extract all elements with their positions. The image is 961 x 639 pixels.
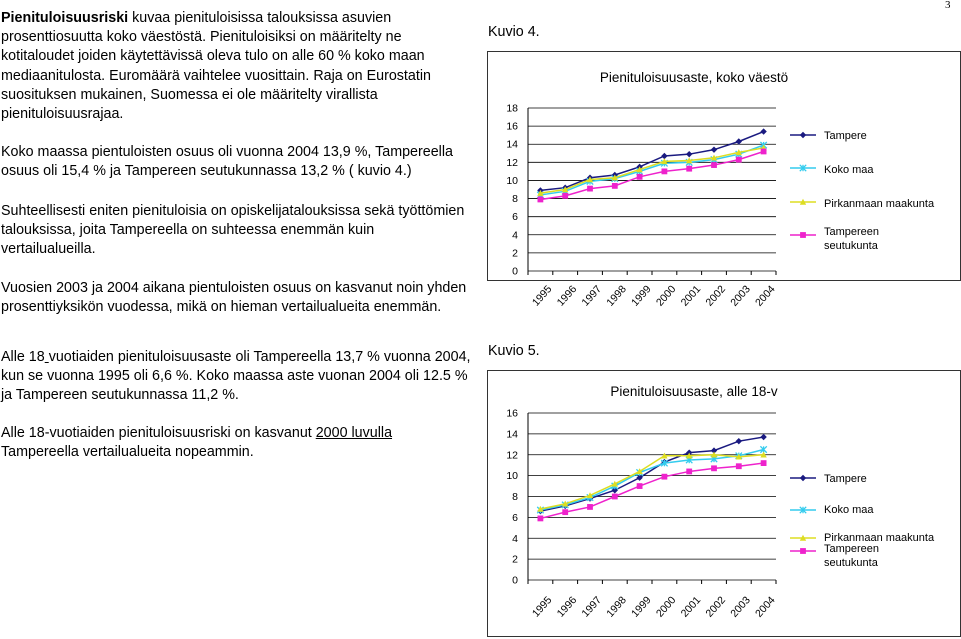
data-point <box>686 151 692 157</box>
x-tick-label: 2003 <box>728 283 753 309</box>
x-tick-label: 1999 <box>629 594 654 620</box>
y-tick-label: 2 <box>512 553 518 566</box>
legend-swatch-marker <box>800 132 806 138</box>
paragraph-text: Alle 18-vuotiaiden pienituloisuusriski on kasvanut <box>1 425 316 442</box>
page-number: 3 <box>945 0 951 11</box>
data-point <box>562 509 568 515</box>
y-tick-label: 18 <box>506 102 518 115</box>
paragraph-growth: Vuosien 2003 ja 2004 aikana pientuloisten osuus on kasvanut noin yhden prosenttiyksikön vuodessa, mikä on hieman vertailualueita enemmän. <box>1 280 467 316</box>
legend-label: Tampere <box>824 473 867 485</box>
underlined-text: 2000 luvulla <box>315 425 393 442</box>
data-point <box>736 438 742 444</box>
x-tick-label: 1997 <box>579 594 605 620</box>
series-line <box>540 151 763 199</box>
x-tick-label: 2004 <box>753 594 778 620</box>
data-point <box>538 516 544 522</box>
x-tick-label: 1996 <box>554 283 580 309</box>
y-tick-label: 12 <box>506 449 518 462</box>
legend-label: Tampereen <box>824 226 880 238</box>
x-tick-label: 2000 <box>653 283 679 309</box>
data-point <box>662 168 668 174</box>
y-tick-label: 0 <box>512 265 518 278</box>
body-text <box>1 9 471 463</box>
data-point <box>736 157 742 163</box>
y-tick-label: 4 <box>512 229 518 242</box>
data-point <box>637 483 643 489</box>
paragraph-text: kuvaa pienituloisissa talouksissa asuvien prosenttiosuutta koko väestöstä. Pienituloisiksi on määritelty ne kotitaloudet joiden käytettävissä oleva tulo on alle 60 % koko maan mediaanitulosta. Euromäärä vaihtelee vuosittain. Raja on Eurostatin suosituksen mukainen, Suomessa ei ole määritelty virallista pienituloisuusrajaa. <box>1 10 431 123</box>
legend-label: Tampereen <box>824 543 880 555</box>
data-point <box>711 465 717 471</box>
y-tick-label: 0 <box>512 574 518 587</box>
x-tick-label: 1996 <box>554 594 580 620</box>
legend-swatch-marker <box>800 232 806 238</box>
x-tick-label: 2004 <box>753 283 778 309</box>
chart-figure-4 <box>487 51 961 309</box>
data-point <box>736 138 742 144</box>
legend-label: Tampere <box>824 130 867 142</box>
legend-label: Koko maa <box>824 504 874 516</box>
data-point <box>562 193 568 199</box>
chart-title: Pienituloisuusaste, alle 18-v <box>610 384 778 399</box>
paragraph-2004-shares: Koko maassa pientuloisten osuus oli vuonna 2004 13,9 %, Tampereella osuus oli 15,4 % ja Tampereen seutukunnassa 13,2 % ( kuvio 4.) <box>1 144 453 180</box>
legend-label: Koko maa <box>824 164 874 176</box>
legend-label: Pirkanmaan maakunta <box>824 532 935 544</box>
x-tick-label: 1995 <box>529 283 555 309</box>
series-line <box>540 463 763 518</box>
y-tick-label: 10 <box>506 470 518 483</box>
y-tick-label: 12 <box>506 156 518 169</box>
x-tick-label: 1995 <box>529 594 555 620</box>
paragraph-under18-risk <box>1 424 471 462</box>
data-point <box>760 434 766 440</box>
legend-swatch-marker <box>800 548 806 554</box>
paragraph-under18 <box>1 348 471 406</box>
data-point <box>612 183 618 189</box>
data-point <box>587 504 593 510</box>
x-tick-label: 2001 <box>678 283 704 309</box>
series-line <box>540 437 763 511</box>
paragraph-text: vuotiaiden pienituloisuusaste oli Tampereella 13,7 % vuonna 2004, kun se vuonna 1995 oli 6,6 %. Koko maassa aste vuonan 2004 oli 12.5 % ja Tampereen seutukunnassa 11,2 %. <box>1 348 471 404</box>
data-point <box>662 474 668 480</box>
legend-label: seutukunta <box>824 240 878 252</box>
series-line <box>540 148 763 193</box>
paragraph-text: Tampereella vertailualueita nopeammin. <box>1 444 254 461</box>
chart-title: Pienituloisuusaste, koko väestö <box>599 70 789 85</box>
x-tick-label: 1999 <box>629 283 654 309</box>
figure-4-label: Kuvio 4. <box>488 24 540 40</box>
figure-5-label: Kuvio 5. <box>488 343 540 359</box>
paragraph-risk-definition <box>1 9 471 124</box>
data-point <box>711 146 717 152</box>
data-point <box>612 494 618 500</box>
series-line <box>540 145 763 195</box>
y-tick-label: 14 <box>506 138 518 151</box>
x-tick-label: 2002 <box>703 594 729 620</box>
y-tick-label: 4 <box>512 532 518 545</box>
x-tick-label: 2001 <box>678 594 704 620</box>
data-point <box>760 128 766 134</box>
y-tick-label: 6 <box>512 211 518 224</box>
x-tick-label: 1998 <box>604 283 629 309</box>
x-tick-label: 2000 <box>653 594 679 620</box>
x-tick-label: 2003 <box>728 594 753 620</box>
text-under18: Alle 18 <box>1 348 45 365</box>
data-point <box>711 162 717 168</box>
y-tick-label: 8 <box>512 491 518 503</box>
term-bold: Pienituloisuusriski <box>1 10 129 26</box>
legend-label: Pirkanmaan maakunta <box>824 198 935 210</box>
data-point <box>686 469 692 475</box>
data-point <box>637 174 643 180</box>
legend-swatch-marker <box>800 475 806 481</box>
y-tick-label: 16 <box>506 120 518 133</box>
data-point <box>761 149 767 155</box>
data-point <box>686 166 692 172</box>
y-tick-label: 16 <box>506 407 518 420</box>
chart-figure-5 <box>487 370 961 637</box>
paragraph-students: Suhteellisesti eniten pienituloisia on opiskelijatalouksissa sekä työttömien talouksissa, joita Tampereella on suhteessa enemmän kuin vertailualueilla. <box>1 202 465 258</box>
y-tick-label: 14 <box>506 428 518 441</box>
chart-svg-4 <box>488 52 960 309</box>
data-point <box>761 460 767 466</box>
y-tick-label: 10 <box>506 174 518 187</box>
x-tick-label: 1998 <box>604 594 629 620</box>
y-tick-label: 8 <box>512 193 518 206</box>
data-point <box>538 197 544 203</box>
x-tick-label: 2002 <box>703 283 729 309</box>
data-point <box>736 463 742 469</box>
legend-label: seutukunta <box>824 557 878 569</box>
chart-svg-5 <box>488 371 960 636</box>
data-point <box>587 186 593 192</box>
x-tick-label: 1997 <box>579 283 605 309</box>
y-tick-label: 2 <box>512 247 518 260</box>
y-tick-label: 6 <box>512 511 518 524</box>
